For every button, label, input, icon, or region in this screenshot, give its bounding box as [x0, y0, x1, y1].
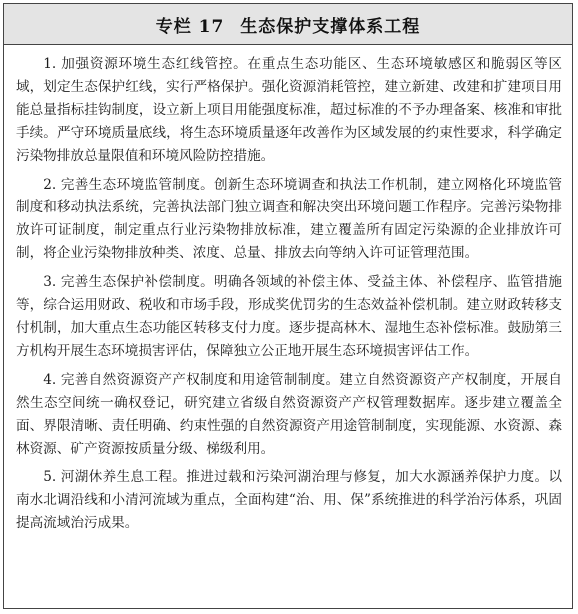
paragraph-4: 4. 完善自然资源资产产权制度和用途管制制度。建立自然资源资产产权制度，开展自然生态空间统一确权登记，研究建立省级自然资源资产产权管理数据库。逐步建立覆盖全面、界限清晰、责任明确、约束性强的自然资源资产用途管制制度，实现能源、水资源、森林资源、矿产资源按质量分级、梯级利用。	[16, 371, 562, 457]
box-title	[156, 12, 421, 37]
paragraph-1: 1. 加强资源环境生态红线管控。在重点生态功能区、生态环境敏感区和脆弱区等区域，划定生态保护红线，实行严格保护。强化资源消耗管控，建立新建、改建和扩建项目用能总量指标挂钩制度，设立新上项目用能强度标准，超过标准的不予办理备案、核准和审批手续。严守环境质量底线，将生态环境质量逐年改善作为区域发展的约束性要求，科学确定污染物排放总量限值和环境风险防控措施。	[16, 56, 562, 164]
box-content	[4, 45, 572, 535]
box-header	[4, 4, 572, 45]
paragraph-3: 3. 完善生态保护补偿制度。明确各领域的补偿主体、受益主体、补偿程序、监管措施等，综合运用财政、税收和市场手段，形成奖优罚劣的生态效益补偿机制。建立财政转移支付机制，加大重点生态功能区转移支付力度。逐步提高林木、湿地生态补偿标准。鼓励第三方机构开展生态环境损害评估，保障独立公正地开展生态环境损害评估工作。	[16, 274, 562, 359]
paragraph-5: 5. 河湖休养生息工程。推进过载和污染河湖治理与修复，加大水源涵养保护力度。以南水北调沿线和小清河流域为重点，全面构建“治、用、保”系统推进的科学治污体系，巩固提高流域治污成果。	[16, 469, 562, 532]
special-column-box	[3, 3, 573, 609]
box-label: 专栏 17	[155, 16, 225, 37]
box-title-text: 生态保护支撑体系工程	[240, 16, 421, 37]
paragraph-2: 2. 完善生态环境监管制度。创新生态环境调查和执法工作机制，建立网格化环境监管制度和移动执法系统，完善执法部门独立调查和解决突出环境问题工作程序。完善污染物排放许可证制度，制定重点行业污染物排放标准，建立覆盖所有固定污染源的企业排放许可制，将企业污染物排放种类、浓度、总量、排放去向等纳入许可证管理范围。	[16, 176, 562, 262]
